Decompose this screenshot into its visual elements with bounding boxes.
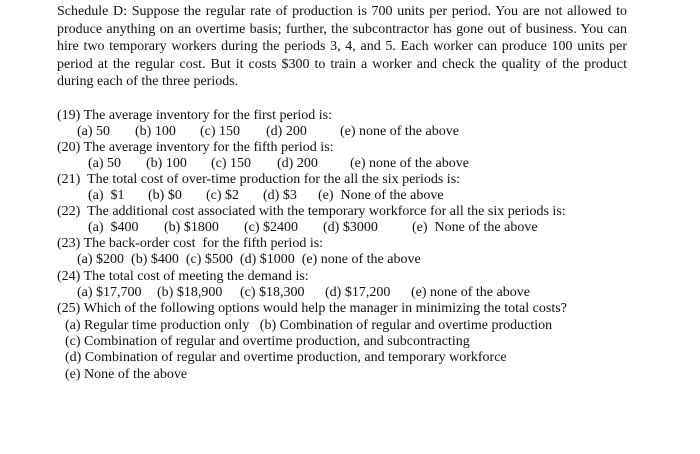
option-c: (c) $2 <box>206 188 240 203</box>
option-c: (c) 150 <box>211 156 252 171</box>
option-e: (e) None of the above <box>318 188 444 203</box>
option-d: (d) 200 <box>277 156 318 171</box>
question-20-stem: (20) The average inventory for the fifth period is: <box>57 140 334 155</box>
question-25-option-line-3: (d) Combination of regular and overtime production, and temporary workforce <box>65 350 507 365</box>
option-e: (e) none of the above <box>411 285 530 300</box>
option-d: (d) $3000 <box>323 220 378 235</box>
option-e: (e) none of the above <box>350 156 469 171</box>
question-24-stem: (24) The total cost of meeting the demand is: <box>57 269 309 284</box>
option-c: (c) $2400 <box>244 220 299 235</box>
option-b: (b) $18,900 <box>157 285 223 300</box>
question-21-stem: (21) The total cost of over-time production for the all the six periods is: <box>57 172 461 187</box>
option-d: (d) $3 <box>263 188 297 203</box>
option-d: (d) $17,200 <box>325 285 391 300</box>
option-e: (e) None of the above <box>412 220 538 235</box>
option-b: (b) 100 <box>135 124 176 139</box>
question-25-option-line-2: (c) Combination of regular and overtime production, and subcontracting <box>65 334 470 349</box>
schedule-paragraph: Schedule D: Suppose the regular rate of production is 700 units per period. You are not allowed to produce anything on an overtime basis; further, the subcontractor has gone out of business. You can hire two temporary workers during the periods 3, 4, and 5. Each worker can produce 100 units per period at the regular cost. But it costs $300 to train a worker and check the quality of the product during each of the three periods. <box>57 4 627 90</box>
question-22-stem: (22) The additional cost associated with the temporary workforce for all the six periods is: <box>57 204 566 219</box>
option-a: (a) $1 <box>88 188 125 203</box>
option-a: (a) $400 <box>88 220 139 235</box>
option-c: (c) 150 <box>200 124 241 139</box>
question-23-options: (a) $200 (b) $400 (c) $500 (d) $1000 (e) none of the above <box>77 252 421 267</box>
question-23-stem: (23) The back-order cost for the fifth period is: <box>57 236 324 251</box>
option-a: (a) $17,700 <box>77 285 142 300</box>
question-25-option-line-1: (a) Regular time production only (b) Combination of regular and overtime production <box>65 318 553 333</box>
option-a: (a) 50 <box>77 124 111 139</box>
option-d: (d) 200 <box>266 124 307 139</box>
option-e: (e) none of the above <box>340 124 459 139</box>
option-b: (b) $0 <box>148 188 182 203</box>
option-b: (b) $1800 <box>164 220 219 235</box>
question-19-stem: (19) The average inventory for the first period is: <box>57 108 332 123</box>
option-a: (a) 50 <box>88 156 122 171</box>
option-c: (c) $18,300 <box>240 285 305 300</box>
option-b: (b) 100 <box>146 156 187 171</box>
question-25-stem: (25) Which of the following options would help the manager in minimizing the total costs? <box>57 301 567 316</box>
question-25-option-line-4: (e) None of the above <box>65 367 188 382</box>
